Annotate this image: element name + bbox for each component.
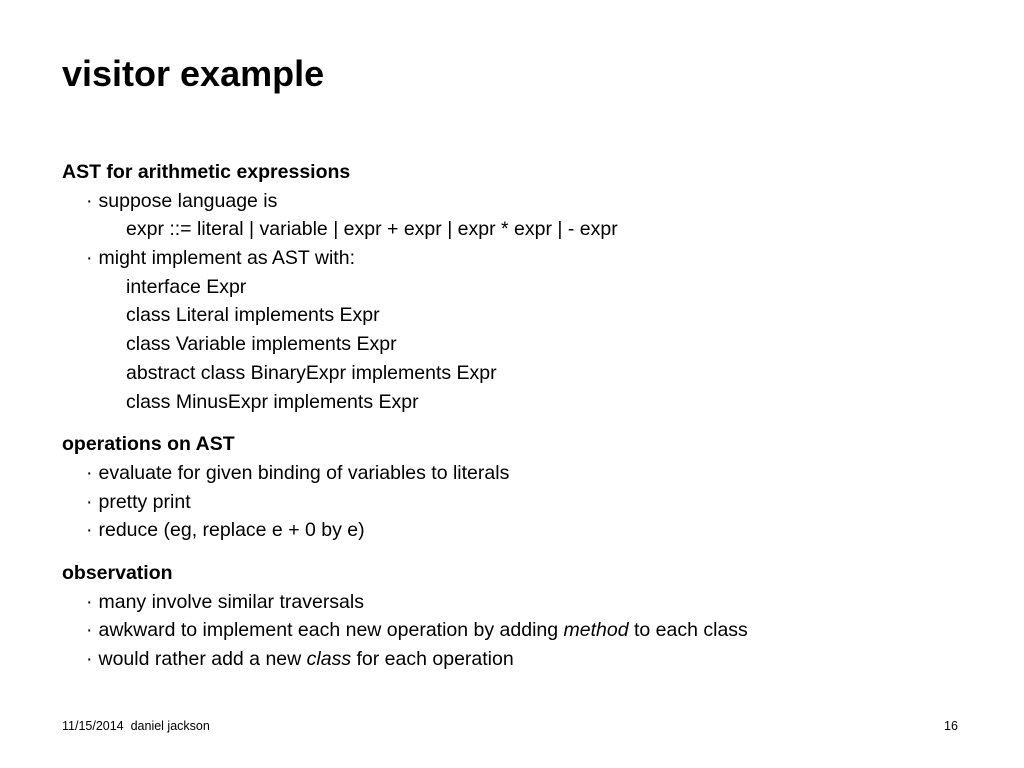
- bullet-text: evaluate for given binding of variables to literals: [98, 461, 510, 484]
- bullet-dot: ·: [86, 189, 93, 212]
- bullet-item: [62, 459, 1002, 488]
- bullet-item: [62, 645, 1002, 674]
- footer-info: [62, 718, 210, 734]
- section-heading-observation: observation: [62, 561, 173, 584]
- page-number: 16: [944, 719, 958, 733]
- bullet-item: [62, 187, 1002, 216]
- bullet-text: awkward to implement each new operation by adding: [98, 619, 564, 642]
- footer-author: daniel jackson: [130, 719, 210, 733]
- slide-title: visitor example: [62, 53, 325, 94]
- bullet-item: [62, 588, 1002, 617]
- section-observation: [62, 559, 1002, 674]
- bullet-text: reduce (eg, replace e + 0 by e): [98, 519, 365, 542]
- section-heading-operations: operations on AST: [62, 433, 235, 456]
- bullet-dot: ·: [86, 490, 93, 513]
- bullet-dot: ·: [86, 590, 93, 613]
- bullet-text: to each class: [628, 619, 748, 642]
- section-operations: [62, 430, 1002, 545]
- section-ast: [62, 158, 1002, 416]
- grammar-line: expr ::= literal | variable | expr + expr | expr * expr | - expr: [126, 218, 618, 241]
- slide-body: [62, 158, 1002, 688]
- bullet-dot: ·: [86, 247, 93, 270]
- bullet-item: [62, 488, 1002, 517]
- class-line: class Literal implements Expr: [126, 304, 380, 327]
- bullet-text: for each operation: [351, 648, 514, 670]
- emphasis-method: method: [563, 619, 629, 642]
- bullet-text: pretty print: [98, 490, 191, 513]
- bullet-text: many involve similar traversals: [98, 590, 364, 613]
- class-line: interface Expr: [126, 275, 247, 298]
- bullet-dot: ·: [86, 648, 93, 670]
- class-line: class Variable implements Expr: [126, 333, 397, 356]
- class-line: class MinusExpr implements Expr: [126, 390, 419, 413]
- bullet-item: [62, 244, 1002, 273]
- emphasis-class: class: [306, 648, 352, 670]
- section-heading-ast: AST for arithmetic expressions: [62, 161, 351, 183]
- footer-date: 11/15/2014: [62, 719, 124, 733]
- bullet-dot: ·: [86, 619, 93, 642]
- bullet-text: would rather add a new: [98, 648, 307, 670]
- bullet-item: [62, 616, 1002, 645]
- bullet-item: [62, 516, 1002, 545]
- bullet-dot: ·: [86, 519, 93, 542]
- bullet-dot: ·: [86, 461, 93, 484]
- class-line: abstract class BinaryExpr implements Expr: [126, 361, 497, 384]
- bullet-text: suppose language is: [98, 189, 278, 212]
- bullet-text: might implement as AST with:: [98, 247, 355, 270]
